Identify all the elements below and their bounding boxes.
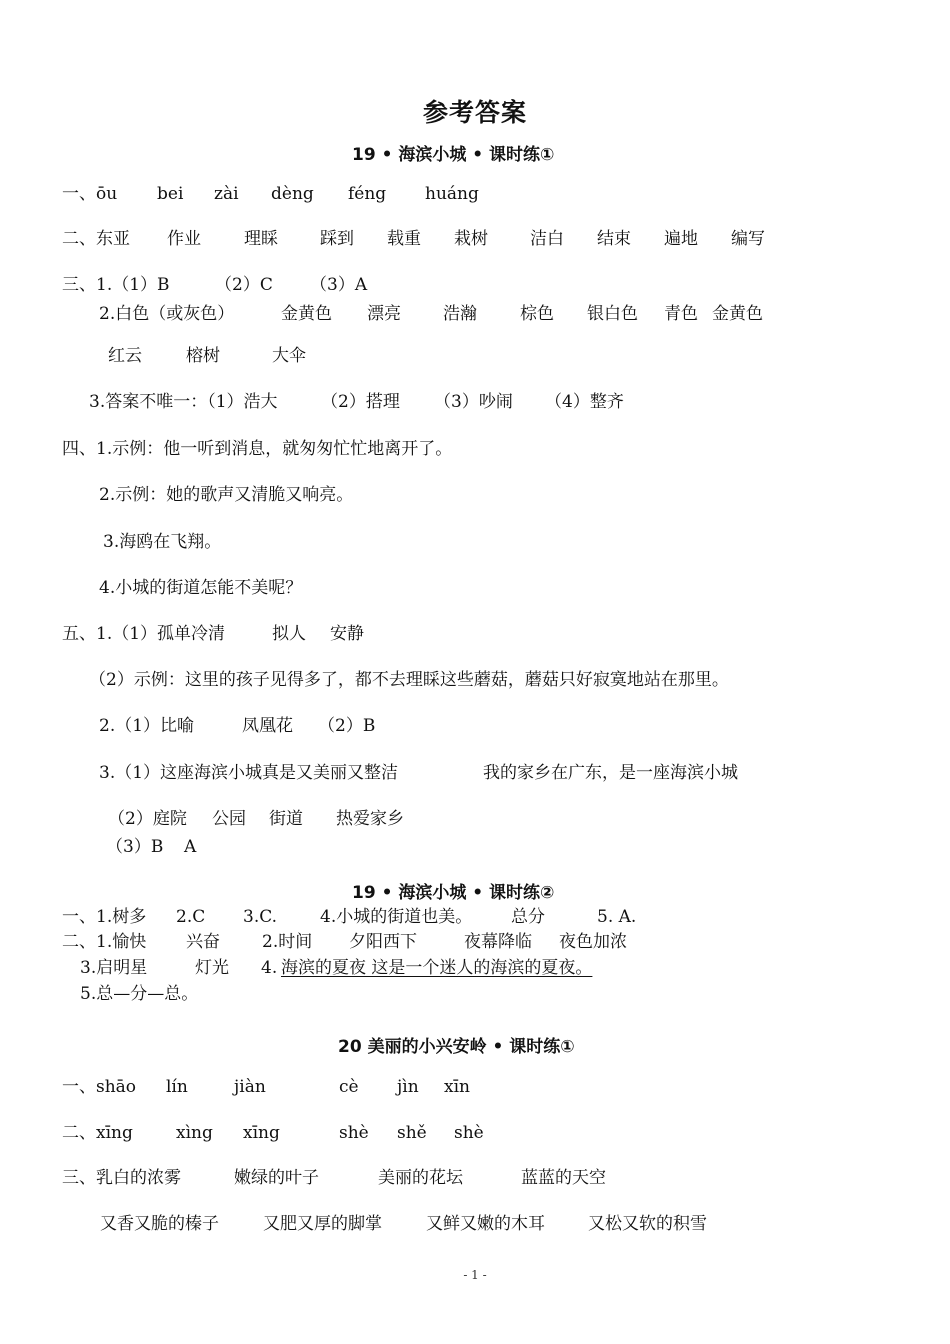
underlined-answer: 海滨的夏夜 这是一个迷人的海滨的夏夜。 xyxy=(281,958,593,978)
answer-item: jiàn xyxy=(234,1077,266,1097)
answer-item: 2.示例：她的歌声又清脆又响亮。 xyxy=(99,485,354,505)
answer-item: 灯光 xyxy=(195,958,229,978)
answer-item: 一、ōu xyxy=(62,184,118,204)
answer-item: 街道 xyxy=(269,809,303,829)
answer-item: （2）B xyxy=(318,716,376,736)
section-heading: 19 • 海滨小城 • 课时练② xyxy=(352,883,555,903)
answer-item: 公园 xyxy=(212,809,246,829)
answer-item: 作业 xyxy=(167,229,201,249)
answer-item: 凤凰花 xyxy=(242,716,293,736)
answer-item: 兴奋 xyxy=(186,932,220,952)
answer-item: dèng xyxy=(271,184,314,204)
answer-item: 夜幕降临 xyxy=(464,932,532,952)
answer-item: 夕阳西下 xyxy=(349,932,417,952)
answer-item: 3.C. xyxy=(243,907,278,927)
answer-item: 又松又软的积雪 xyxy=(588,1214,707,1234)
answer-item: 嫩绿的叶子 xyxy=(234,1168,319,1188)
answer-item: 漂亮 xyxy=(367,304,401,324)
answer-item: 4.小城的街道怎能不美呢？ xyxy=(99,578,303,598)
answer-item: zài xyxy=(214,184,239,204)
answer-item: bei xyxy=(157,184,184,204)
page-title: 参考答案 xyxy=(422,98,527,127)
answer-item: 蓝蓝的天空 xyxy=(521,1168,606,1188)
answer-item: 洁白 xyxy=(530,229,564,249)
answer-item: xīng xyxy=(243,1123,280,1143)
answer-item: 遍地 xyxy=(664,229,698,249)
answer-item: 一、1.树多 xyxy=(62,907,147,927)
answer-item: 金黄色 xyxy=(712,304,763,324)
answer-item: （2）搭理 xyxy=(321,392,400,412)
answer-item: 一、shāo xyxy=(62,1077,137,1097)
answer-item: 拟人 xyxy=(272,624,306,644)
answer-item: （3）A xyxy=(310,275,368,295)
answer-item: 二、东亚 xyxy=(62,229,130,249)
answer-item: 四、1.示例：他一听到消息，就匆匆忙忙地离开了。 xyxy=(62,439,453,459)
answer-item: 4. xyxy=(261,958,278,978)
answer-item: 总分 xyxy=(511,907,545,927)
answer-item: 三、乳白的浓雾 xyxy=(62,1168,181,1188)
answer-item: 编写 xyxy=(731,229,765,249)
answer-item: （2）示例：这里的孩子见得多了，都不去理睬这些蘑菇，蘑菇只好寂寞地站在那里。 xyxy=(89,670,729,690)
answer-item: 栽树 xyxy=(454,229,488,249)
answer-item: 金黄色 xyxy=(281,304,332,324)
answer-item: 3.启明星 xyxy=(80,958,148,978)
answer-item: xìng xyxy=(176,1123,213,1143)
answer-item: 3.答案不唯一：（1）浩大 xyxy=(89,392,278,412)
answer-item: 银白色 xyxy=(587,304,638,324)
answer-item: 理睬 xyxy=(244,229,278,249)
answer-item: 热爱家乡 xyxy=(336,809,404,829)
answer-item: 二、1.愉快 xyxy=(62,932,147,952)
answer-item: 载重 xyxy=(387,229,421,249)
section-heading: 20 美丽的小兴安岭 • 课时练① xyxy=(338,1037,575,1057)
answer-item: shè xyxy=(339,1123,369,1143)
answer-item: 三、1.（1）B xyxy=(62,275,170,295)
answer-item: 5.总—分—总。 xyxy=(80,984,199,1004)
answer-item: shè xyxy=(454,1123,484,1143)
answer-item: 夜色加浓 xyxy=(559,932,627,952)
answer-item: 5. A. xyxy=(597,907,637,927)
answer-item: 3.（1）这座海滨小城真是又美丽又整洁 xyxy=(99,763,399,783)
answer-item: 2.C xyxy=(176,907,206,927)
answer-item: 五、1.（1）孤单冷清 xyxy=(62,624,226,644)
answer-item: 大伞 xyxy=(272,346,306,366)
answer-item: 棕色 xyxy=(520,304,554,324)
answer-item: 浩瀚 xyxy=(443,304,477,324)
answer-item: shě xyxy=(397,1123,427,1143)
answer-item: A xyxy=(184,837,197,857)
answer-item: cè xyxy=(339,1077,359,1097)
answer-item: 安静 xyxy=(330,624,364,644)
answer-item: féng xyxy=(348,184,387,204)
answer-item: 二、xīng xyxy=(62,1123,133,1143)
section-heading: 19 • 海滨小城 • 课时练① xyxy=(352,145,555,165)
answer-item: 青色 xyxy=(664,304,698,324)
answer-item: 结束 xyxy=(597,229,631,249)
answer-item: （2）庭院 xyxy=(108,809,187,829)
answer-item: 4.小城的街道也美。 xyxy=(320,907,473,927)
answer-item: 踩到 xyxy=(320,229,354,249)
answer-item: 榕树 xyxy=(186,346,220,366)
answer-item: 又香又脆的榛子 xyxy=(100,1214,219,1234)
answer-item: huáng xyxy=(425,184,479,204)
answer-item: 又肥又厚的脚掌 xyxy=(263,1214,382,1234)
answer-item: 我的家乡在广东，是一座海滨小城 xyxy=(483,763,738,783)
answer-item: jìn xyxy=(397,1077,419,1097)
answer-item: 3.海鸥在飞翔。 xyxy=(103,532,222,552)
answer-item: （3）B xyxy=(106,837,164,857)
answer-item: 2.白色（或灰色） xyxy=(99,304,235,324)
answer-item: 红云 xyxy=(108,346,142,366)
answer-item: （2）C xyxy=(215,275,273,295)
answer-item: （3）吵闹 xyxy=(434,392,513,412)
answer-item: 又鲜又嫩的木耳 xyxy=(426,1214,545,1234)
answer-item: 2.时间 xyxy=(262,932,313,952)
answer-item: （4）整齐 xyxy=(545,392,624,412)
page-number: - 1 - xyxy=(463,1268,487,1282)
answer-item: lín xyxy=(166,1077,188,1097)
answer-item: 2.（1）比喻 xyxy=(99,716,195,736)
answer-item: xīn xyxy=(444,1077,470,1097)
answer-item: 美丽的花坛 xyxy=(378,1168,463,1188)
